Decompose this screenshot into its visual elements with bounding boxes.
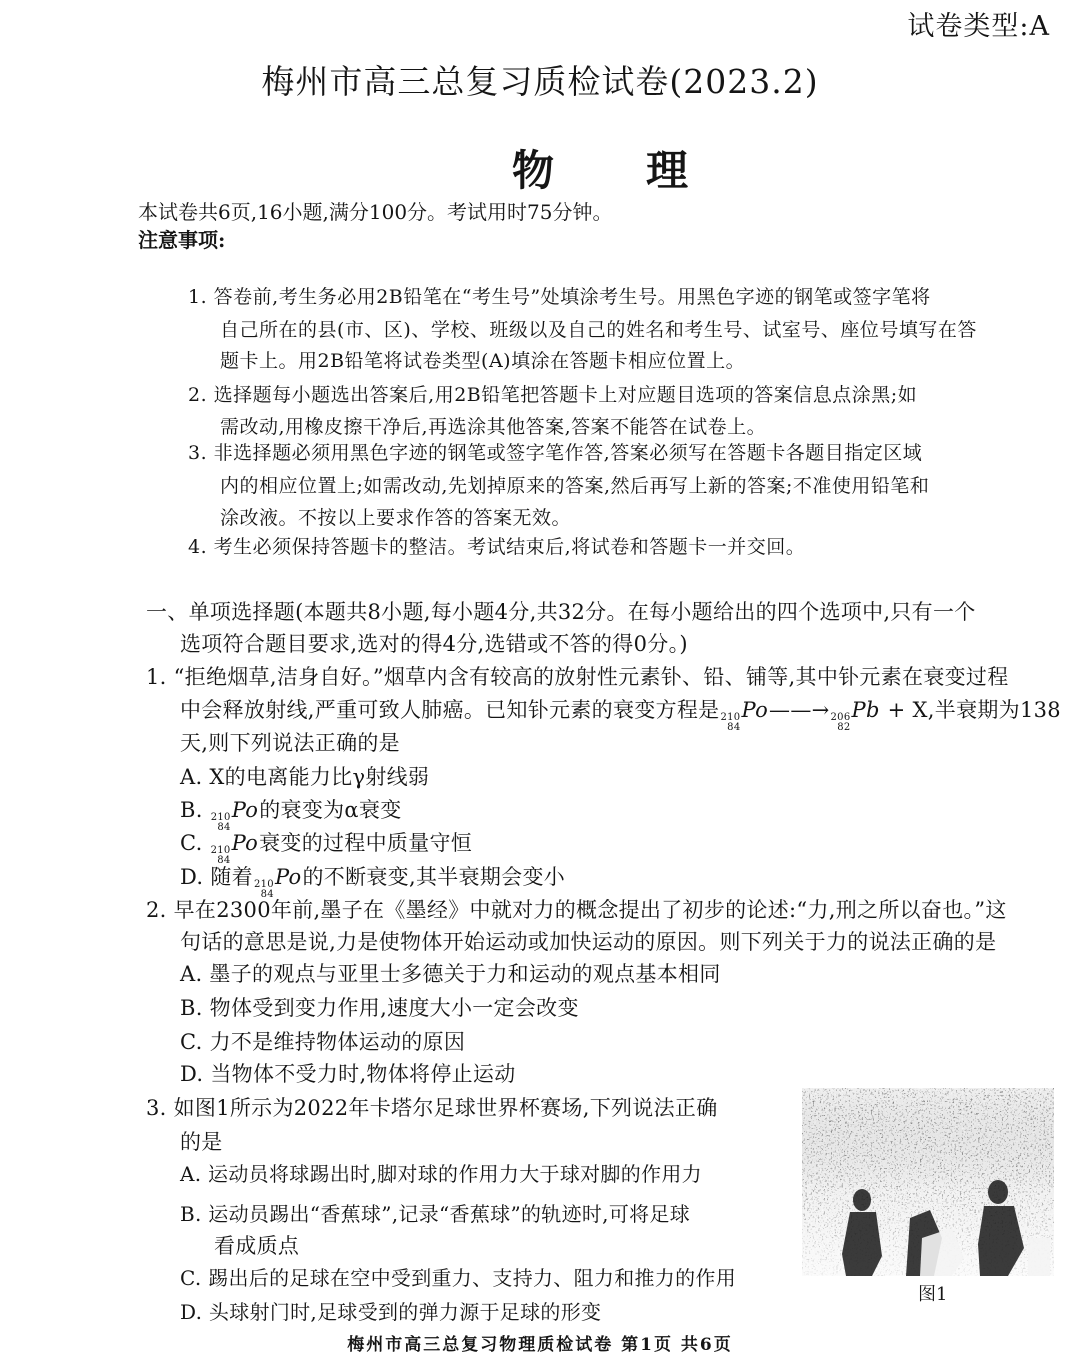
- notice-2-line-1: 2. 选择题每小题选出答案后,用2B铅笔把答题卡上对应题目选项的答案信息点涂黑;如: [188, 384, 918, 406]
- notice-3-line-1: 3. 非选择题必须用黑色字迹的钢笔或签字笔作答,答案必须写在答题卡各题目指定区域: [188, 442, 923, 464]
- q1-option-d-prefix: D. 随着: [180, 865, 253, 889]
- exam-type-label: 试卷类型:A: [907, 11, 1050, 42]
- q1-option-b-symbol: Po: [231, 798, 259, 822]
- notice-1-line-3: 题卡上。用2B铅笔将试卷类型(A)填涂在答题卡相应位置上。: [220, 350, 746, 372]
- exam-title: 梅州市高三总复习质检试卷(2023.2): [261, 62, 819, 101]
- pb-mass-number: 206: [830, 712, 851, 723]
- q2-option-c: C. 力不是维持物体运动的原因: [180, 1030, 466, 1054]
- q3-stem-line-2: 的是: [180, 1130, 223, 1154]
- subject-char-1: 物: [512, 146, 555, 195]
- pb-isotope: [831, 698, 880, 733]
- pb-atomic-number: 82: [837, 722, 851, 733]
- notice-4-line-1: 4. 考生必须保持答题卡的整洁。考试结束后,将试卷和答题卡一并交回。: [188, 536, 806, 558]
- q1-option-d-mass: 210: [253, 879, 274, 890]
- q1-option-b-mass: 210: [210, 812, 231, 823]
- q1-option-a: A. X的电离能力比γ射线弱: [180, 765, 430, 789]
- q1-stem-line-2-tail: + X,半衰期为138: [880, 698, 1061, 722]
- q1-option-c-text: 衰变的过程中质量守恒: [259, 831, 473, 855]
- po-atomic-number: 84: [727, 722, 741, 733]
- notice-1-line-2: 自己所在的县(市、区)、学校、班级以及自己的姓名和考生号、试室号、座位号填写在答: [220, 319, 977, 341]
- q2-option-a: A. 墨子的观点与亚里士多德关于力和运动的观点基本相同: [180, 962, 721, 986]
- notice-title: 注意事项:: [138, 228, 226, 252]
- page-footer: 梅州市高三总复习物理质检试卷 第1页 共6页: [347, 1335, 733, 1355]
- q1-stem-line-1: 1. “拒绝烟草,洁身自好。”烟草内含有较高的放射性元素钋、铅、铺等,其中钋元素在衰变过程: [146, 665, 1009, 689]
- stadium-photo: [802, 1088, 1054, 1276]
- notice-3-line-2: 内的相应位置上;如需改动,先划掉原来的答案,然后再写上新的答案;不准使用铅笔和: [220, 475, 930, 497]
- po-symbol: Po: [741, 698, 769, 722]
- q1-stem-line-3: 天,则下列说法正确的是: [180, 731, 400, 755]
- q1-option-c-num: 84: [217, 855, 231, 866]
- q1-option-b-text: 的衰变为α衰变: [259, 798, 402, 822]
- po-isotope: [720, 698, 768, 733]
- q1-option-c-symbol: Po: [231, 831, 259, 855]
- q2-stem-line-1: 2. 早在2300年前,墨子在《墨经》中就对力的概念提出了初步的论述:“力,刑之所以奋也。”这: [146, 898, 1007, 922]
- q3-option-a: A. 运动员将球踢出时,脚对球的作用力大于球对脚的作用力: [180, 1162, 702, 1186]
- q1-stem-line-2-text: 中会释放射线,严重可致人肺癌。已知钋元素的衰变方程是: [180, 698, 720, 722]
- stadium-photo-graphic: [802, 1088, 1054, 1276]
- q1-option-d-text: 的不断衰变,其半衰期会变小: [302, 865, 566, 889]
- q2-stem-line-2: 句话的意思是说,力是使物体开始运动或加快运动的原因。则下列关于力的说法正确的是: [180, 930, 997, 954]
- q1-option-b-prefix: B.: [180, 798, 210, 822]
- figure-1-label: 图1: [918, 1284, 948, 1305]
- q3-stem-line-1: 3. 如图1所示为2022年卡塔尔足球世界杯赛场,下列说法正确: [146, 1096, 718, 1120]
- section1-heading-line-1: 一、单项选择题(本题共8小题,每小题4分,共32分。在每小题给出的四个选项中,只有一个: [146, 600, 976, 624]
- q3-option-d: D. 头球射门时,足球受到的弹力源于足球的形变: [180, 1300, 602, 1324]
- q2-option-b: B. 物体受到变力作用,速度大小一定会改变: [180, 996, 579, 1020]
- notice-3-line-3: 涂改液。不按以上要求作答的答案无效。: [220, 507, 572, 529]
- q3-option-b-line-2: 看成质点: [214, 1234, 300, 1258]
- subject-char-2: 理: [646, 146, 689, 195]
- decay-arrow: ——→: [769, 698, 830, 722]
- q1-option-b-num: 84: [217, 822, 231, 833]
- section1-heading-line-2: 选项符合题目要求,选对的得4分,选错或不答的得0分。): [180, 632, 688, 656]
- notice-2-line-2: 需改动,用橡皮擦干净后,再选涂其他答案,答案不能答在试卷上。: [220, 416, 767, 438]
- q1-option-d-num: 84: [260, 889, 274, 900]
- notice-1-line-1: 1. 答卷前,考生务必用2B铅笔在“考生号”处填涂考生号。用黑色字迹的钢笔或签字笔将: [188, 286, 931, 308]
- q3-option-c: C. 踢出后的足球在空中受到重力、支持力、阻力和推力的作用: [180, 1266, 737, 1290]
- q1-option-c-mass: 210: [210, 845, 231, 856]
- pb-symbol: Pb: [851, 698, 880, 722]
- exam-summary: 本试卷共6页,16小题,满分100分。考试用时75分钟。: [138, 200, 613, 224]
- po-mass-number: 210: [720, 712, 741, 723]
- q1-option-c-prefix: C.: [180, 831, 210, 855]
- q3-option-b-line-1: B. 运动员踢出“香蕉球”,记录“香蕉球”的轨迹时,可将足球: [180, 1202, 691, 1226]
- q2-option-d: D. 当物体不受力时,物体将停止运动: [180, 1062, 516, 1086]
- q1-option-d-symbol: Po: [274, 865, 302, 889]
